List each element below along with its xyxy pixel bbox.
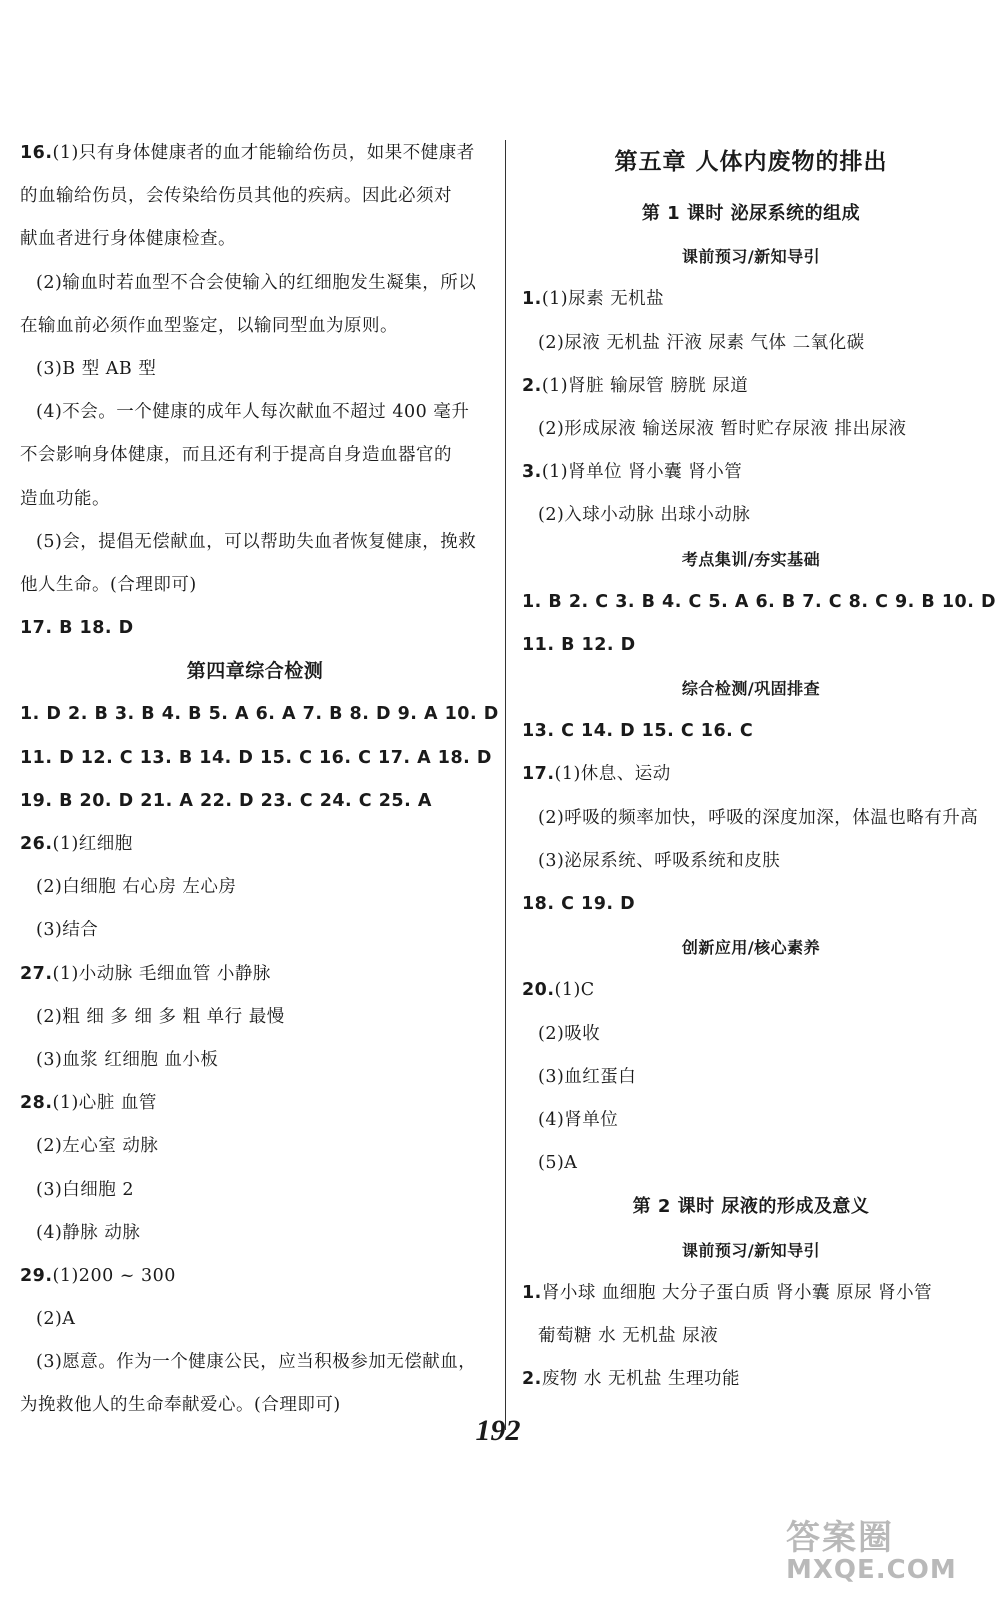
answer-text: (1)200 ~ 300 — [52, 1265, 176, 1286]
choice-answers: 11. B 12. D — [522, 634, 636, 655]
choice-answers: 11. D 12. C 13. B 14. D 15. C 16. C 17. A 18. D — [20, 747, 492, 768]
question-number: 2. — [522, 1369, 542, 1390]
answer-text: 肾小球 血细胞 大分子蛋白质 肾小囊 原尿 肾小管 — [541, 1282, 933, 1303]
answer-text: (1)C — [554, 980, 595, 1001]
answer-text: (1)肾脏 输尿管 膀胱 尿道 — [541, 375, 749, 396]
question-number: 2. — [522, 375, 542, 396]
answer-continuation: 在输血前必须作血型鉴定，以输同型血为原则。 — [20, 315, 398, 336]
answer-text: (1)红细胞 — [52, 834, 133, 854]
answer-subpart: (2)尿液 无机盐 汗液 尿素 气体 二氧化碳 — [538, 332, 865, 353]
answer-text: (1)休息、运动 — [554, 764, 671, 785]
answer-continuation: 的血输给伤员，会传染给伤员其他的疾病。因此必须对 — [20, 186, 452, 207]
answer-subpart: (4)肾单位 — [538, 1109, 619, 1130]
answer-line — [20, 823, 490, 866]
choice-answers: 1. D 2. B 3. B 4. B 5. A 6. A 7. B 8. D 9. A 10. D — [20, 704, 499, 725]
watermark-logo — [786, 1510, 986, 1594]
question-number: 1. — [522, 289, 542, 310]
section-heading: 第 2 课时 尿液的形成及意义 — [632, 1196, 870, 1218]
answer-line — [522, 278, 980, 321]
section-heading: 第五章 人体内废物的排出 — [614, 149, 888, 175]
answer-line — [522, 969, 980, 1012]
answer-text: (1)肾单位 肾小囊 肾小管 — [541, 462, 743, 483]
question-number: 1. — [522, 1282, 542, 1303]
section-heading: 考点集训/夯实基础 — [681, 549, 821, 569]
choice-answers: 17. B 18. D — [20, 618, 134, 639]
section-heading: 创新应用/核心素养 — [681, 938, 821, 958]
question-number: 3. — [522, 462, 542, 483]
answer-line — [522, 753, 980, 796]
answer-subpart: (3)泌尿系统、呼吸系统和皮肤 — [538, 850, 781, 871]
answer-line — [522, 1358, 980, 1401]
answer-subpart: 葡萄糖 水 无机盐 尿液 — [538, 1325, 719, 1346]
question-number: 20. — [522, 980, 555, 1001]
answer-continuation: 他人生命。(合理即可) — [20, 574, 197, 595]
answer-subpart: (2)输血时若血型不合会使输入的红细胞发生凝集，所以 — [36, 272, 477, 293]
answer-continuation: 造血功能。 — [20, 488, 110, 509]
answer-continuation: 献血者进行身体健康检查。 — [20, 229, 236, 250]
left-column — [20, 132, 499, 1428]
question-number: 29. — [20, 1265, 53, 1286]
answer-subpart: (4)静脉 动脉 — [36, 1222, 141, 1243]
answer-subpart: (3)结合 — [36, 920, 99, 941]
answer-subpart: (3)血浆 红细胞 血小板 — [36, 1049, 219, 1070]
right-column — [522, 132, 996, 1401]
watermark-url: MXQE.COM — [786, 1555, 957, 1585]
section-heading: 第四章综合检测 — [186, 660, 324, 683]
answer-subpart: (5)A — [538, 1153, 578, 1174]
answer-subpart: (5)会，提倡无偿献血，可以帮助失血者恢复健康，挽救 — [36, 531, 477, 552]
answer-text: (1)小动脉 毛细血管 小静脉 — [52, 963, 271, 984]
answer-subpart: (3)B 型 AB 型 — [36, 358, 157, 379]
answer-subpart: (2)入球小动脉 出球小动脉 — [538, 505, 751, 526]
question-number: 26. — [20, 834, 53, 854]
choice-answers: 19. B 20. D 21. A 22. D 23. C 24. C 25. A — [20, 790, 432, 811]
answer-text: (1)心脏 血管 — [52, 1093, 157, 1114]
section-heading: 第 1 课时 泌尿系统的组成 — [641, 203, 861, 224]
answer-subpart: (3)白细胞 2 — [36, 1179, 134, 1200]
answer-text: 废物 水 无机盐 生理功能 — [541, 1369, 741, 1390]
choice-answers: 18. C 19. D — [522, 894, 636, 914]
answer-line — [522, 451, 980, 494]
answer-subpart: (2)A — [36, 1309, 76, 1330]
page-number: 192 — [475, 1414, 521, 1447]
question-number: 16. — [20, 143, 53, 163]
answer-line — [20, 1255, 490, 1298]
section-heading: 综合检测/巩固排查 — [681, 679, 821, 699]
answer-line — [522, 1272, 980, 1315]
answer-text: (1)尿素 无机盐 — [541, 289, 665, 310]
answer-subpart: (2)粗 细 多 细 多 粗 单行 最慢 — [36, 1006, 285, 1027]
answer-subpart: (4)不会。一个健康的成年人每次献血不超过 400 毫升 — [36, 402, 470, 423]
answer-subpart: (3)愿意。作为一个健康公民，应当积极参加无偿献血， — [36, 1352, 477, 1373]
answer-continuation: 为挽救他人的生命奉献爱心。(合理即可) — [20, 1395, 341, 1416]
answer-text: (1)只有身体健康者的血才能输给伤员，如果不健康者 — [52, 143, 475, 163]
watermark-text: 答案圈 — [786, 1518, 894, 1558]
choice-answers: 13. C 14. D 15. C 16. C — [522, 721, 754, 742]
section-heading: 课前预习/新知导引 — [681, 247, 821, 267]
answer-continuation: 不会影响身体健康，而且还有利于提高自身造血器官的 — [20, 445, 452, 466]
answer-subpart: (2)呼吸的频率加快，呼吸的深度加深，体温也略有升高 — [538, 807, 979, 828]
question-number: 17. — [522, 764, 555, 785]
section-heading: 课前预习/新知导引 — [681, 1240, 821, 1260]
answer-line — [20, 132, 490, 175]
answer-subpart: (2)左心室 动脉 — [36, 1136, 159, 1157]
answer-subpart: (2)白细胞 右心房 左心房 — [36, 877, 237, 898]
column-divider — [505, 140, 506, 1430]
answer-subpart: (3)血红蛋白 — [538, 1066, 637, 1087]
question-number: 27. — [20, 963, 53, 984]
answer-subpart: (2)形成尿液 输送尿液 暂时贮存尿液 排出尿液 — [538, 418, 907, 439]
answer-line — [522, 365, 980, 408]
question-number: 28. — [20, 1093, 53, 1114]
choice-answers: 1. B 2. C 3. B 4. C 5. A 6. B 7. C 8. C 9. B 10. D — [522, 591, 996, 612]
answer-line — [20, 953, 490, 996]
answer-subpart: (2)吸收 — [538, 1023, 601, 1044]
answer-line — [20, 1082, 490, 1125]
